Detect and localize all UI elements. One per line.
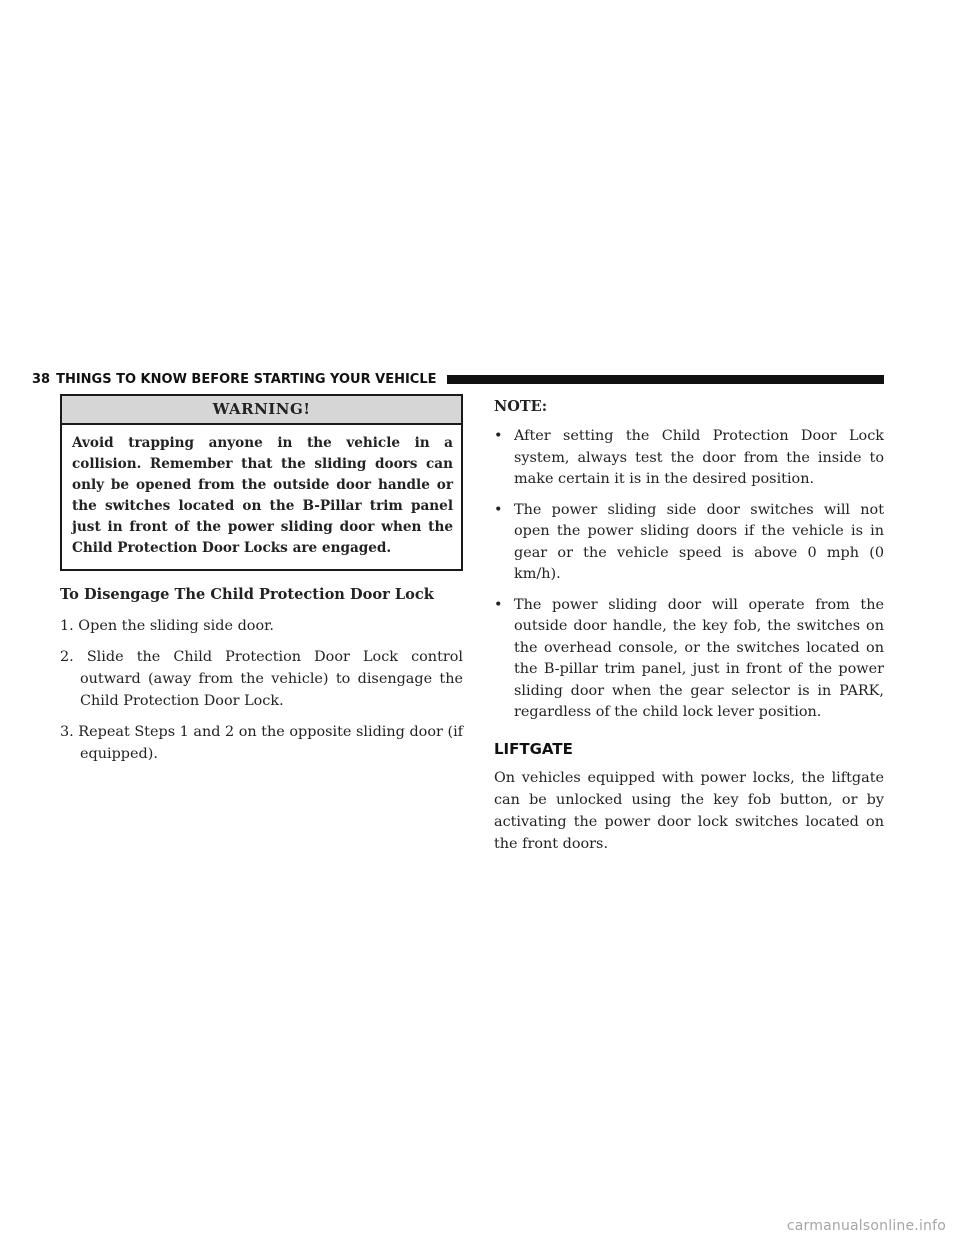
- note-item-text: The power sliding door will operate from the outside door handle, the key fob, the switches on the overhead console, or the switches located on the B-pillar trim panel, just in front of the power sliding door when the gear selector is in PARK, regardless of the child lock lever position.: [514, 596, 884, 720]
- left-column: [60, 394, 463, 774]
- note-item-text: The power sliding side door switches will not open the power sliding doors if the vehicle is in gear or the vehicle speed is above 0 mph (0 km/h).: [514, 501, 884, 582]
- disengage-heading: To Disengage The Child Protection Door Lock: [60, 586, 434, 603]
- note-label: NOTE:: [494, 398, 548, 415]
- watermark: carmanualsonline.info: [786, 1218, 946, 1234]
- warning-text: Avoid trapping anyone in the vehicle in a collision. Remember that the sliding doors can only be opened from the outside door handle or the switches located on the B-Pillar trim panel just in front of the power sliding door when the Child Protection Door Locks are engaged.: [72, 435, 453, 556]
- warning-box: [60, 394, 463, 571]
- bullet-icon: •: [494, 596, 503, 613]
- step-item: 1. Open the sliding side door.: [60, 618, 274, 634]
- bullet-icon: •: [494, 428, 503, 444]
- liftgate-text: On vehicles equipped with power locks, the liftgate can be unlocked using the key fob button, or by activating the power door lock switches located on the front doors.: [494, 769, 884, 852]
- section-title: THINGS TO KNOW BEFORE STARTING YOUR VEHICLE: [56, 371, 437, 387]
- step-item: 3. Repeat Steps 1 and 2 on the opposite sliding door (if equipped).: [60, 724, 464, 762]
- steps-list: [60, 615, 463, 765]
- note-item-text: After setting the Child Protection Door Lock system, always test the door from the inside to make certain it is in the desired position.: [514, 428, 884, 487]
- page-header: [32, 371, 884, 387]
- right-column: [494, 394, 884, 855]
- step-item: 2. Slide the Child Protection Door Lock control outward (away from the vehicle) to disengage the Child Protection Door Lock.: [60, 649, 463, 709]
- note-item: [494, 595, 884, 724]
- note-list: [494, 426, 884, 724]
- header-rule: [447, 375, 884, 384]
- bullet-icon: •: [494, 501, 503, 518]
- note-item: [494, 426, 884, 491]
- liftgate-heading: LIFTGATE: [494, 739, 573, 758]
- page-number: 38: [32, 371, 51, 387]
- note-item: [494, 500, 884, 586]
- warning-title: WARNING!: [62, 396, 461, 425]
